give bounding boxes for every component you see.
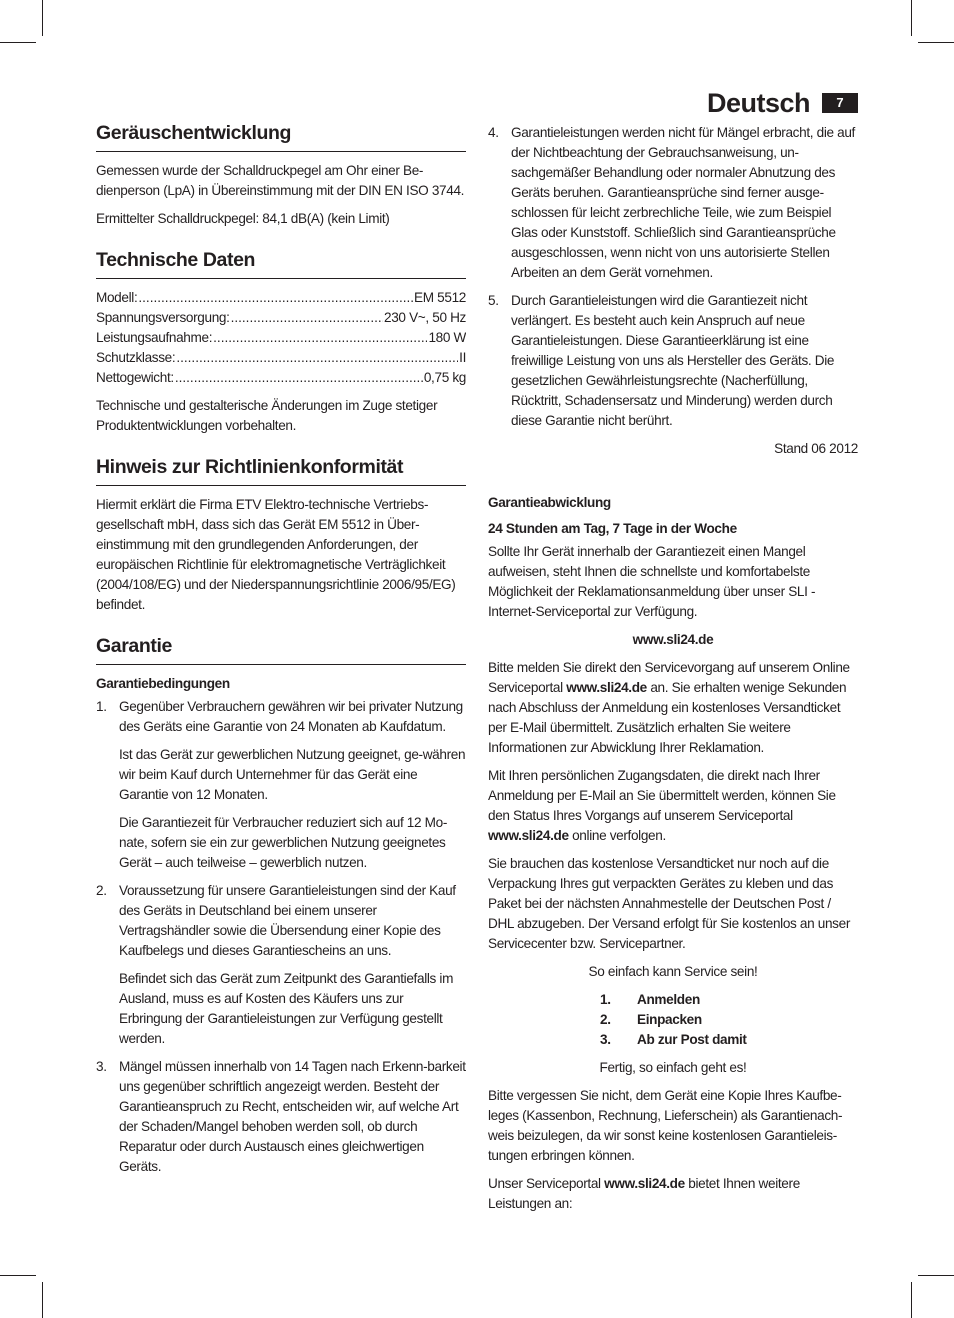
spec-label: Spannungsversorgung:: [96, 310, 230, 325]
list-number: 4.: [488, 125, 499, 140]
text-segment: bietet Ihnen weitere Leistungen an:: [488, 1176, 800, 1211]
page-number: 7: [822, 93, 858, 113]
step-number: 1.: [600, 992, 611, 1007]
crop-mark: [42, 1282, 43, 1318]
step-item: [600, 1010, 750, 1030]
tech-note: Technische und gestalterische Änderungen im Zuge stetiger Produktentwicklungen vorbehalten.: [96, 398, 438, 433]
step-number: 2.: [600, 1012, 611, 1027]
language-label: Deutsch: [706, 88, 810, 118]
step-item: [600, 1030, 750, 1050]
service-url-link[interactable]: www.sli24.de: [566, 680, 647, 695]
leader-dots: [231, 308, 383, 328]
list-number: 2.: [96, 883, 107, 898]
list-item: [488, 123, 858, 283]
page-header: [700, 86, 860, 120]
leader-dots: [213, 328, 427, 348]
text-segment: an. Sie erhalten wenige Sekunden nach Abschluss der Anmeldung ein kostenloses Versandticket per E-Mail übermittelt. Zusätzlich erhalten Sie weitere Informationen zur Abwicklung Ihrer Reklamation.: [488, 680, 847, 755]
list-number: 5.: [488, 293, 499, 308]
spec-row: [96, 368, 466, 388]
spec-row: [96, 288, 466, 308]
noise-heading: Geräuschentwicklung: [96, 120, 466, 152]
noise-level: Ermittelter Schalldruckpegel: 84,1 dB(A) (kein Limit): [96, 211, 390, 226]
list-paragraph: Durch Garantieleistungen wird die Garantiezeit nicht verlängert. Es besteht auch kein Anspruch auf neue Garantieleistungen. Diese Garantieerklärung ist eine freiwillige Leistung von uns als Hersteller des Geräts. Die gesetzlichen Gewährleistungsrechte (Nacherfüllung, Rücktritt, Schadensersatz und Minderung) werden durch diese Garantie nicht berührt.: [511, 293, 835, 428]
spec-label: Nettogewicht:: [96, 370, 174, 385]
spec-value: EM 5512: [414, 290, 466, 305]
handling-heading: Garantieabwicklung: [488, 495, 611, 510]
list-paragraph: Ist das Gerät zur gewerblichen Nutzung geeignet, ge-währen wir beim Kauf durch Unternehmer für das Gerät eine Garantie von 12 Monaten.: [119, 747, 466, 802]
warranty-conditions-list: [96, 697, 466, 1177]
stand-date: Stand 06 2012: [774, 441, 858, 456]
text-segment: Unser Serviceportal: [488, 1176, 605, 1191]
tech-heading: Technische Daten: [96, 247, 466, 279]
step-label: Anmelden: [637, 992, 700, 1007]
shipping-text: Sie brauchen das kostenlose Versandticket nur noch auf die Verpackung Ihres gut verpackten Gerätes zu kleben und das Paket bei der nächsten Annahmestelle der Deutschen Post / DHL abzugeben. Der Versand erfolgt für Sie kostenlos an unser Servicecenter bzw. Servicepartner.: [488, 856, 851, 951]
conformity-heading: Hinweis zur Richtlinienkonformität: [96, 454, 466, 486]
service-hours: 24 Stunden am Tag, 7 Tage in der Woche: [488, 521, 737, 536]
step-number: 3.: [600, 1032, 611, 1047]
list-number: 3.: [96, 1059, 107, 1074]
receipt-reminder: Bitte vergessen Sie nicht, dem Gerät eine Kopie Ihres Kaufbe-leges (Kassenbon, Rechnung, Lieferschein) als Garantienach-weis beizulegen, da wir sonst keine kostenlosen Garantieleis-tungen erbringen können.: [488, 1088, 843, 1163]
spec-row: [96, 328, 466, 348]
list-number: 1.: [96, 699, 107, 714]
list-item: [488, 291, 858, 431]
service-url-link[interactable]: www.sli24.de: [488, 828, 569, 843]
left-column: [96, 120, 466, 1185]
crop-mark: [0, 42, 36, 43]
warranty-heading: Garantie: [96, 633, 466, 665]
crop-mark: [911, 0, 912, 36]
right-column: [488, 123, 858, 1222]
list-paragraph: Garantieleistungen werden nicht für Mängel erbracht, die auf der Nichtbeachtung der Gebrauchsanweisung, un-sachgemäßer Behandlung oder normaler Abnutzung des Geräts beruhen. Garantieansprüche sind ferner ausge-schlossen für leicht zerbrechliche Teile, wie zum Beispiel Glas oder Kunststoff. Schließlich sind Garantieansprüche ausgeschlossen, wenn nicht von uns autorisierte Stellen Arbeiten an dem Gerät vornehmen.: [511, 125, 855, 280]
list-item: [96, 1057, 466, 1177]
easy-service-text: So einfach kann Service sein!: [588, 964, 758, 979]
list-paragraph: Mängel müssen innerhalb von 14 Tagen nach Erkenn-barkeit uns gegenüber schriftlich angezeigt werden. Besteht der Garantieanspruch zu Recht, entscheiden wir, auf welche Art der Schaden/Mangel behoben werden soll, ob durch Reparatur oder durch Austausch eines gleichwertigen Geräts.: [119, 1059, 466, 1174]
step-label: Einpacken: [637, 1012, 702, 1027]
service-url-link[interactable]: www.sli24.de: [604, 1176, 685, 1191]
spec-row: [96, 348, 466, 368]
leader-dots: [176, 348, 458, 368]
warranty-conditions-list-continued: [488, 123, 858, 431]
spec-list: [96, 288, 466, 388]
warranty-subheading: Garantiebedingungen: [96, 676, 230, 691]
text-segment: online verfolgen.: [568, 828, 666, 843]
handling-intro: Sollte Ihr Gerät innerhalb der Garantiezeit einen Mangel aufweisen, steht Ihnen die schnellste und komfortabelste Möglichkeit der Reklamationsanmeldung über unser SLI - Internet-Serviceportal zur Verfügung.: [488, 544, 816, 619]
text-segment: Mit Ihren persönlichen Zugangsdaten, die direkt nach Ihrer Anmeldung per E-Mail an Sie übermittelt werden, können Sie den Status Ihres Vorgangs auf unserem Serviceportal: [488, 768, 836, 823]
crop-mark: [42, 0, 43, 36]
spec-value: 0,75 kg: [423, 370, 466, 385]
spec-value: 230 V~, 50 Hz: [384, 310, 466, 325]
step-label: Ab zur Post damit: [637, 1032, 747, 1047]
done-text: Fertig, so einfach geht es!: [599, 1060, 747, 1075]
crop-mark: [0, 1275, 36, 1276]
crop-mark: [918, 42, 954, 43]
spec-label: Leistungsaufnahme:: [96, 330, 213, 345]
steps-list: [600, 990, 750, 1050]
spec-label: Modell:: [96, 290, 138, 305]
spec-value: II: [459, 350, 466, 365]
status-text: [488, 766, 858, 846]
leader-dots: [138, 288, 413, 308]
list-item: [96, 881, 466, 1049]
crop-mark: [918, 1275, 954, 1276]
crop-mark: [911, 1282, 912, 1318]
list-paragraph: Gegenüber Verbrauchern gewähren wir bei privater Nutzung des Geräts eine Garantie von 24 Monaten ab Kaufdatum.: [119, 699, 463, 734]
text-segment: Bitte melden Sie direkt den Servicevorgang auf unserem Online Serviceportal: [488, 660, 850, 695]
list-item: [96, 697, 466, 873]
spec-row: [96, 308, 466, 328]
spec-label: Schutzklasse:: [96, 350, 176, 365]
list-paragraph: Befindet sich das Gerät zum Zeitpunkt des Garantiefalls im Ausland, muss es auf Kosten des Käufers uns zur Erbringung der Garantieleistungen zur Verfügung gestellt werden.: [119, 971, 454, 1046]
list-paragraph: Voraussetzung für unsere Garantieleistungen sind der Kauf des Geräts in Deutschland bei einem unserer Vertragshändler sowie die Übersendung einer Kopie des Kaufbelegs und dieses Garantiescheins an uns.: [119, 883, 456, 958]
step-item: [600, 990, 750, 1010]
conformity-text: Hiermit erklärt die Firma ETV Elektro-technische Vertriebs-gesellschaft mbH, dass sich das Gerät EM 5512 in Über-einstimmung mit den grundlegenden Anforderungen, der europäischen Richtlinie für elektromagnetische Verträglichkeit (2004/108/EG) und der Niederspannungsrichtlinie 2006/95/EG) befindet.: [96, 497, 456, 612]
noise-text: Gemessen wurde der Schalldruckpegel am Ohr einer Be-dienperson (LpA) in Übereinstimmung mit der DIN EN ISO 3744.: [96, 163, 465, 198]
register-text: [488, 658, 858, 758]
spec-value: 180 W: [428, 330, 466, 345]
list-paragraph: Die Garantiezeit für Verbraucher reduziert sich auf 12 Mo-nate, sofern sie ein zur gewerblichen Nutzung geeignetes Gerät – auch teilweise – gewerblich nutzen.: [119, 815, 448, 870]
service-url-link[interactable]: www.sli24.de: [632, 632, 714, 647]
leader-dots: [175, 368, 423, 388]
portal-services-text: [488, 1174, 858, 1214]
